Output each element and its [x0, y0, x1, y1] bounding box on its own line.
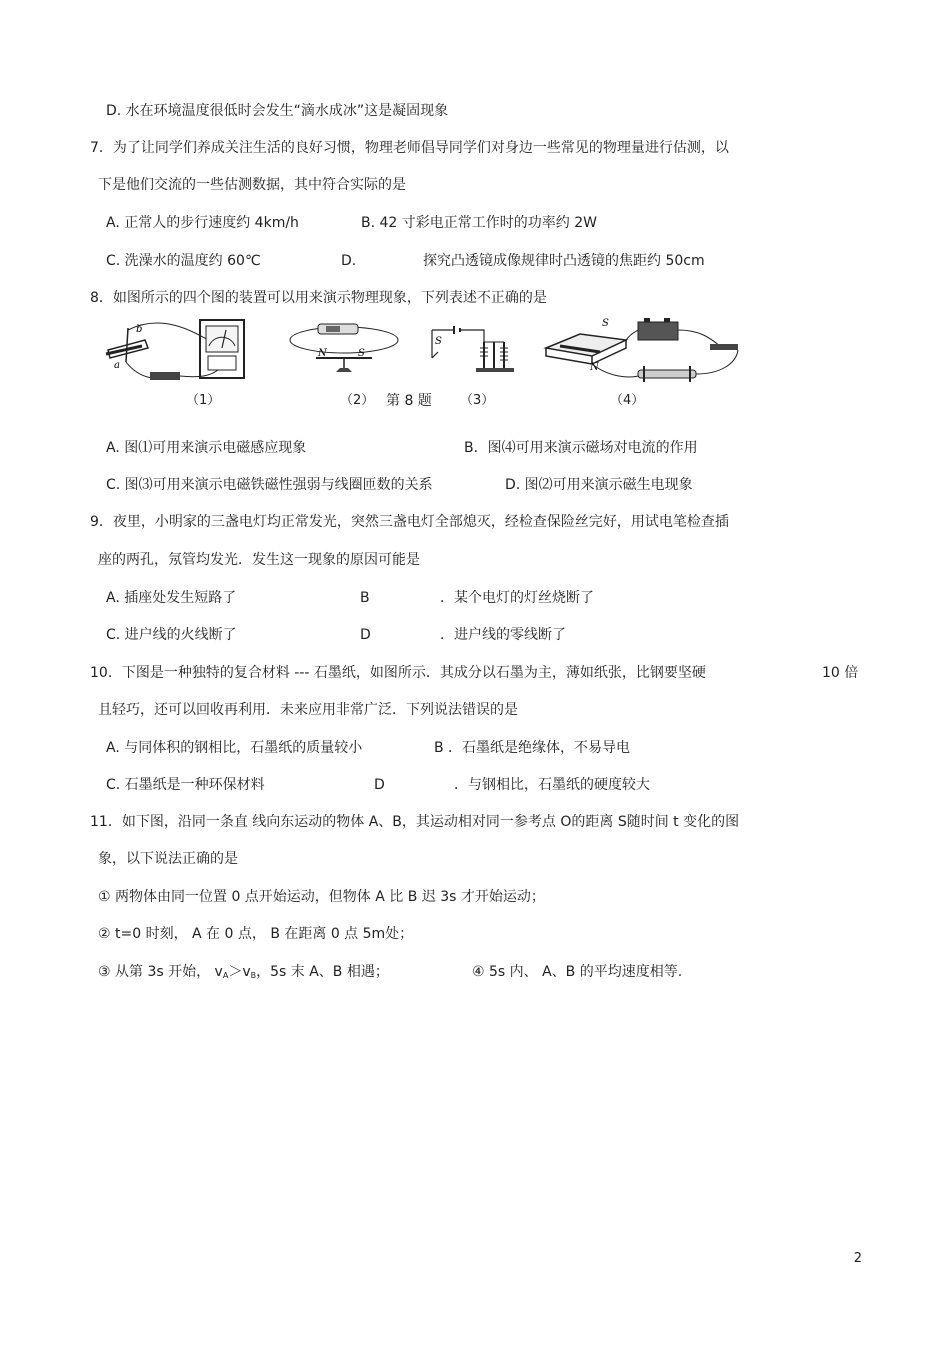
q8-option-a: A. 图⑴可用来演示电磁感应现象 — [106, 440, 307, 456]
figure-1-caption: （1） — [186, 393, 221, 408]
q10-option-c: C. 石墨纸是一种环保材料 — [106, 777, 265, 793]
q11-s3-part3: ，5s 末 A、B 相遇； — [256, 964, 389, 980]
figure-3-electromagnet-circuit — [424, 318, 534, 388]
q11-s3-sub-b: B — [250, 971, 257, 980]
fig1-label-a: a — [114, 360, 120, 371]
fig3-label-s: S — [435, 336, 442, 347]
q10-option-d-label: D — [374, 777, 385, 793]
q7-stem-line2: 下是他们交流的一些估测数据，其中符合实际的是 — [98, 177, 406, 193]
q9-stem-line1: 9．夜里，小明家的三盏电灯均正常发光，突然三盏电灯全部熄灭，经检查保险丝完好，用试电笔检查插 — [90, 514, 729, 530]
q6-option-d: D. 水在环境温度很低时会发生“滴水成冰”这是凝固现象 — [106, 103, 449, 119]
q9-option-d-label: D — [360, 627, 371, 643]
q7-option-b: B. 42 寸彩电正常工作时的功率约 2W — [361, 215, 597, 231]
figure-3-caption: （3） — [460, 393, 495, 408]
q8-option-b: B．图⑷可用来演示磁场对电流的作用 — [464, 440, 698, 456]
fig4-label-s: S — [602, 318, 609, 329]
q10-option-a: A. 与同体积的钢相比，石墨纸的质量较小 — [106, 740, 363, 756]
q9-option-a: A. 插座处发生短路了 — [106, 590, 237, 606]
q9-option-d-text: ．进户线的零线断了 — [440, 627, 566, 643]
q9-stem-line2: 座的两孔，氖管均发光．发生这一现象的原因可能是 — [98, 552, 420, 568]
q10-option-b: B ．石墨纸是绝缘体，不易导电 — [434, 740, 631, 756]
q7-stem-line1: 7．为了让同学们养成关注生活的良好习惯，物理老师倡导同学们对身边一些常见的物理量进行估测，以 — [90, 140, 729, 156]
q8-option-c: C. 图⑶可用来演示电磁铁磁性强弱与线圈匝数的关系 — [106, 477, 433, 493]
q8-stem: 8．如图所示的四个图的装置可以用来演示物理现象，下列表述不正确的是 — [90, 290, 547, 306]
fig4-label-n: N — [590, 362, 599, 373]
q7-option-d-label: D. — [341, 253, 357, 269]
q9-option-b-label: B — [360, 590, 370, 606]
q11-s3-part1: ③ 从第 3s 开始， v — [98, 964, 223, 980]
q11-statement-2: ② t=0 时刻， A 在 0 点， B 在距离 0 点 5m处； — [98, 926, 414, 942]
q9-option-c: C. 进户线的火线断了 — [106, 627, 237, 643]
q11-statement-1: ① 两物体由同一位置 0 点开始运动，但物体 A 比 B 迟 3s 才开始运动； — [98, 889, 545, 905]
figure-4-current-in-field — [540, 318, 750, 390]
q10-stem-line1: 10．下图是一种独特的复合材料 --- 石墨纸，如图所示．其成分以石墨为主，薄如纸张，比钢要坚硬 — [90, 665, 706, 681]
fig1-label-b: b — [136, 324, 143, 335]
q10-option-d-text: ．与钢相比，石墨纸的硬度较大 — [454, 777, 650, 793]
figure-4-caption: （4） — [610, 393, 645, 408]
q11-stem-line2: 象，以下说法正确的是 — [98, 851, 238, 867]
figure-2-caption: （2） — [340, 393, 375, 408]
q11-statement-3 — [98, 963, 389, 985]
q11-statement-4: ④ 5s 内、 A、B 的平均速度相等. — [472, 964, 683, 980]
figure-title: 第 8 题 — [386, 393, 432, 409]
q11-stem-line1: 11．如下图，沿同一条直 线向东运动的物体 A、B，其运动相对同一参考点 O的距离 S随时间 t 变化的图 — [90, 814, 740, 830]
q10-stem-line1-end: 10 倍 — [822, 665, 859, 681]
figure-2-wire-and-needle — [288, 318, 408, 388]
page-number: 2 — [853, 1251, 862, 1266]
q11-s3-part2: ＞v — [228, 964, 251, 980]
q7-option-c: C. 洗澡水的温度约 60℃ — [106, 253, 261, 269]
q11-s3-sub-a: A — [222, 971, 229, 980]
q10-stem-line2: 且轻巧，还可以回收再利用．未来应用非常广泛．下列说法错误的是 — [98, 702, 518, 718]
figure-1-induction-apparatus — [100, 318, 280, 388]
fig2-label-n: N — [318, 348, 327, 359]
q7-option-a: A. 正常人的步行速度约 4km/h — [106, 215, 299, 231]
q7-option-d-text: 探究凸透镜成像规律时凸透镜的焦距约 50cm — [423, 253, 705, 269]
q9-option-b-text: ．某个电灯的灯丝烧断了 — [440, 590, 594, 606]
fig2-label-s: S — [358, 348, 365, 359]
q8-option-d: D. 图⑵可用来演示磁生电现象 — [505, 477, 693, 493]
